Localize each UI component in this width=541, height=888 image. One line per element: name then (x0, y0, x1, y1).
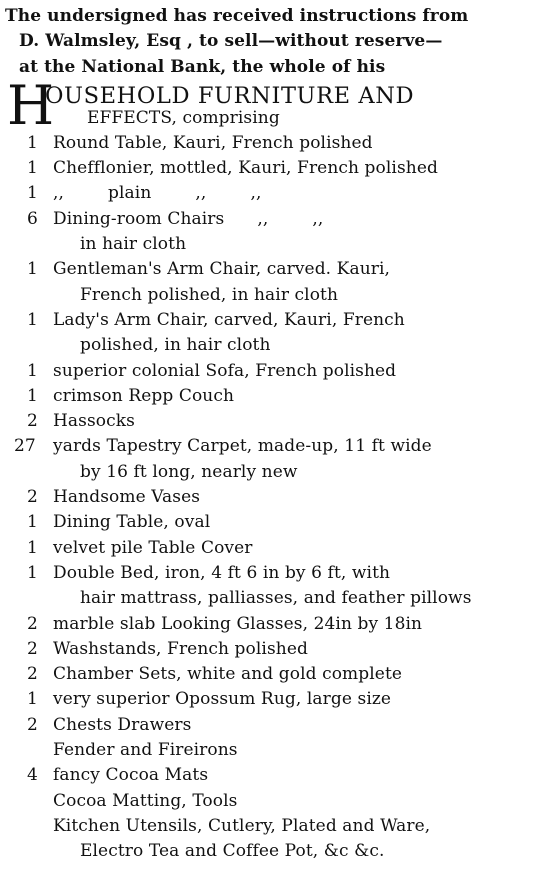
inventory-item (5, 713, 535, 738)
item-quantity: 4 (27, 765, 38, 786)
item-quantity: 2 (27, 487, 38, 508)
item-description: Dining Table, oval (53, 512, 211, 533)
intro-line-3: at the National Bank, the whole of his (19, 56, 386, 77)
item-description: Kitchen Utensils, Cutlery, Plated and Ware, (53, 815, 431, 836)
inventory-item (5, 662, 535, 687)
item-description-continued: polished, in hair cloth (80, 335, 271, 356)
inventory-item (5, 510, 535, 535)
item-description: Dining-room Chairs ,, ,, (53, 208, 324, 229)
inventory-item (5, 789, 535, 814)
inventory-item (5, 536, 535, 561)
item-quantity: 1 (27, 158, 38, 179)
item-quantity: 1 (27, 512, 38, 533)
item-description: Hassocks (53, 411, 135, 432)
item-description-continued: Electro Tea and Coffee Pot, &c &c. (80, 841, 385, 862)
item-description: crimson Repp Couch (53, 385, 235, 406)
item-quantity: 2 (27, 664, 38, 685)
inventory-item (5, 612, 535, 637)
heading-dropcap: H (7, 73, 55, 137)
item-quantity: 1 (27, 360, 38, 381)
intro-line-2: D. Walmsley, Esq , to sell—without reserve— (19, 31, 443, 52)
item-quantity: 2 (27, 638, 38, 659)
item-description: fancy Cocoa Mats (53, 765, 209, 786)
intro-paragraph (5, 4, 535, 80)
item-quantity: 1 (27, 689, 38, 710)
intro-line-1: The undersigned has received instructions from (5, 6, 469, 26)
item-description: Round Table, Kauri, French polished (53, 132, 373, 153)
inventory-item (5, 409, 535, 434)
item-quantity: 2 (27, 411, 38, 432)
inventory-item (5, 207, 535, 258)
heading-title: OUSEHOLD FURNITURE AND (45, 82, 415, 109)
item-quantity: 6 (27, 208, 38, 229)
item-description: Chefflonier, mottled, Kauri, French polished (53, 158, 438, 179)
item-description: superior colonial Sofa, French polished (53, 360, 397, 381)
item-description-continued: hair mattrass, palliasses, and feather pillows (80, 588, 472, 609)
item-description: ,, plain ,, ,, (53, 183, 262, 204)
inventory-item (5, 181, 535, 206)
item-description: Double Bed, iron, 4 ft 6 in by 6 ft, with (53, 562, 391, 583)
item-description: yards Tapestry Carpet, made-up, 11 ft wide (53, 436, 432, 457)
inventory-item (5, 308, 535, 359)
inventory-item (5, 156, 535, 181)
item-quantity: 1 (27, 309, 38, 330)
inventory-item (5, 434, 535, 485)
item-quantity: 2 (27, 714, 38, 735)
item-quantity: 2 (27, 613, 38, 634)
item-quantity: 1 (27, 132, 38, 153)
item-description: Lady's Arm Chair, carved, Kauri, French (53, 309, 405, 330)
item-description: velvet pile Table Cover (53, 537, 253, 558)
item-description: marble slab Looking Glasses, 24in by 18in (53, 613, 423, 634)
item-description: Chamber Sets, white and gold complete (53, 664, 403, 685)
item-description: Fender and Fireirons (53, 740, 238, 761)
inventory-item (5, 687, 535, 712)
item-description-continued: by 16 ft long, nearly new (80, 461, 298, 482)
inventory-item (5, 763, 535, 788)
item-quantity: 1 (27, 537, 38, 558)
inventory-item (5, 131, 535, 156)
inventory-list (5, 131, 535, 865)
item-description: very superior Opossum Rug, large size (53, 689, 392, 710)
item-quantity: 1 (27, 385, 38, 406)
inventory-item (5, 738, 535, 763)
item-description: Gentleman's Arm Chair, carved. Kauri, (53, 259, 391, 280)
item-description: Cocoa Matting, Tools (53, 790, 238, 811)
item-description: Washstands, French polished (53, 638, 308, 659)
heading-subtitle: EFFECTS, comprising (87, 107, 280, 128)
item-description: Handsome Vases (53, 487, 201, 508)
inventory-item (5, 359, 535, 384)
item-description: Chests Drawers (53, 714, 192, 735)
item-description-continued: in hair cloth (80, 234, 187, 255)
item-quantity: 27 (14, 436, 36, 457)
inventory-item (5, 384, 535, 409)
inventory-item (5, 814, 535, 865)
item-quantity: 1 (27, 562, 38, 583)
item-quantity: 1 (27, 259, 38, 280)
section-heading (5, 73, 535, 137)
item-quantity: 1 (27, 183, 38, 204)
inventory-item (5, 485, 535, 510)
item-description-continued: French polished, in hair cloth (80, 284, 339, 305)
inventory-item (5, 637, 535, 662)
inventory-item (5, 257, 535, 308)
inventory-item (5, 561, 535, 612)
